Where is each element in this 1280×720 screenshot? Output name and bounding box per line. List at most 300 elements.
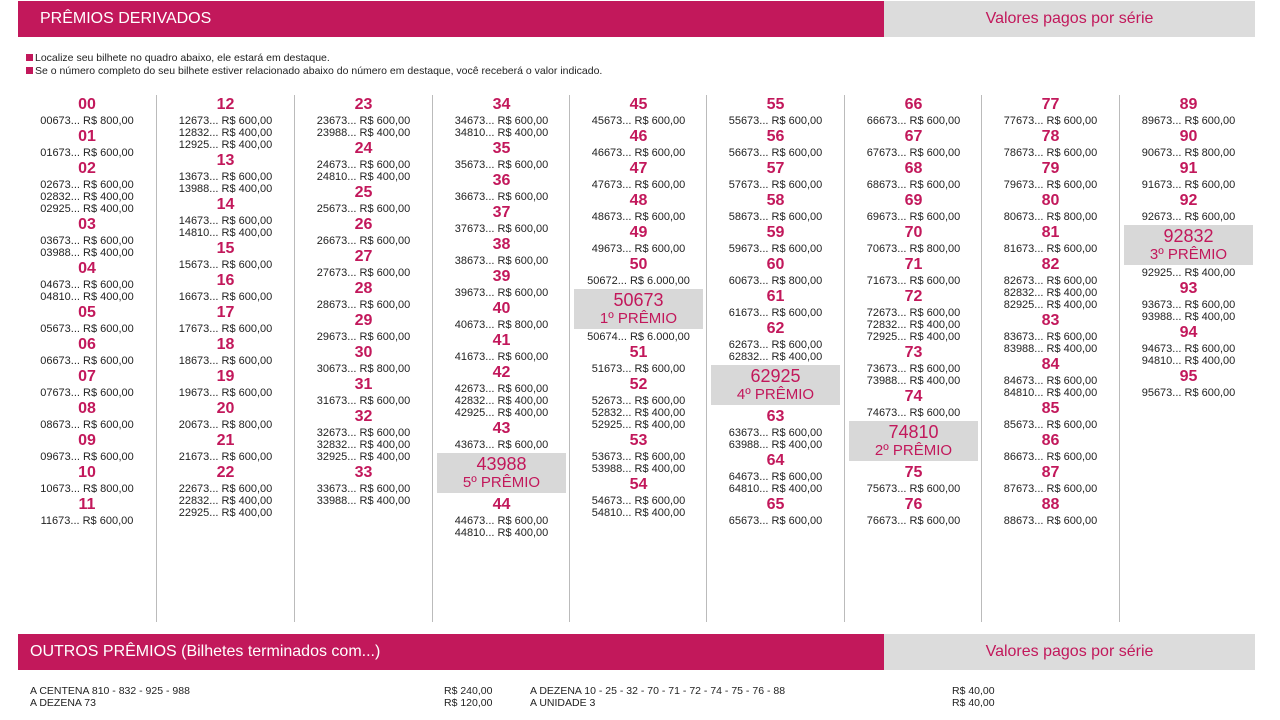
ticket-prize-line: 34673... R$ 600,00 <box>454 115 549 127</box>
ticket-prize-line: 15673... R$ 600,00 <box>178 259 273 271</box>
prize-group <box>157 367 294 399</box>
ticket-prize-line: 42832... R$ 400,00 <box>454 395 549 407</box>
dezena-heading: 68 <box>904 160 923 177</box>
prize-group <box>1120 367 1257 399</box>
prize-group <box>1120 225 1257 265</box>
ticket-prize-line: 54673... R$ 600,00 <box>591 495 686 507</box>
ticket-prize-line: 31673... R$ 600,00 <box>316 395 411 407</box>
prize-group <box>295 343 432 375</box>
ticket-prize-line: 57673... R$ 600,00 <box>728 179 823 191</box>
ticket-prize-line: 85673... R$ 600,00 <box>1003 419 1098 431</box>
prize-column <box>294 95 432 622</box>
dezena-heading: 43 <box>492 420 511 437</box>
ticket-prize-line: 14673... R$ 600,00 <box>178 215 273 227</box>
ticket-prize-line: 59673... R$ 600,00 <box>728 243 823 255</box>
dezena-heading: 37 <box>492 204 511 221</box>
prize-group <box>157 151 294 195</box>
prize-group <box>845 159 982 191</box>
dezena-heading: 26 <box>354 216 373 233</box>
prize-group <box>295 279 432 311</box>
prize-group <box>18 127 156 159</box>
prize-group <box>433 299 570 331</box>
prize-group <box>982 399 1119 431</box>
ticket-prize-line: 32673... R$ 600,00 <box>316 427 411 439</box>
winning-number: 62925 <box>750 366 801 386</box>
prize-group <box>707 451 844 495</box>
dezena-heading: 87 <box>1041 464 1060 481</box>
prize-group <box>433 267 570 299</box>
ticket-prize-line: 16673... R$ 600,00 <box>178 291 273 303</box>
prize-group <box>157 399 294 431</box>
prize-group <box>845 463 982 495</box>
prize-group <box>570 95 707 127</box>
dezena-heading: 32 <box>354 408 373 425</box>
highlighted-winner <box>437 453 566 493</box>
dezena-heading: 74 <box>904 388 923 405</box>
ticket-prize-line: 50674... R$ 6.000,00 <box>587 331 690 343</box>
ticket-prize-line: 35673... R$ 600,00 <box>454 159 549 171</box>
instruction-line-1: Localize seu bilhete no quadro abaixo, ele estará em destaque. <box>26 52 602 65</box>
prize-group <box>570 159 707 191</box>
dezena-heading: 88 <box>1041 496 1060 513</box>
ticket-prize-line: 02925... R$ 400,00 <box>40 203 134 215</box>
prize-group <box>433 139 570 171</box>
dezena-heading: 77 <box>1041 96 1060 113</box>
prize-rank: 2º PRÊMIO <box>874 442 953 459</box>
dezena-heading: 49 <box>629 224 648 241</box>
ticket-prize-line: 55673... R$ 600,00 <box>728 115 823 127</box>
dezena-heading: 59 <box>766 224 785 241</box>
derived-prizes-header <box>18 1 1255 37</box>
prize-group <box>1120 191 1257 223</box>
ticket-prize-line: 82925... R$ 400,00 <box>1003 299 1098 311</box>
prize-group <box>18 335 156 367</box>
ticket-prize-line: 22925... R$ 400,00 <box>178 507 273 519</box>
ticket-prize-line: 44673... R$ 600,00 <box>454 515 549 527</box>
prize-group <box>157 95 294 151</box>
ticket-prize-line: 12673... R$ 600,00 <box>178 115 273 127</box>
ticket-prize-line: 14810... R$ 400,00 <box>178 227 273 239</box>
ticket-prize-line: 02832... R$ 400,00 <box>40 191 134 203</box>
prize-group <box>845 95 982 127</box>
other-prizes-right-labels <box>530 686 785 709</box>
ticket-prize-line: 03673... R$ 600,00 <box>40 235 134 247</box>
ticket-prize-line: 83673... R$ 600,00 <box>1003 331 1098 343</box>
prize-group <box>295 95 432 139</box>
other-prizes-left-labels <box>30 686 190 709</box>
dezena-heading: 34 <box>492 96 511 113</box>
dezena-heading: 54 <box>629 476 648 493</box>
dezena-heading: 84 <box>1041 356 1060 373</box>
ticket-prize-line: 46673... R$ 600,00 <box>591 147 686 159</box>
prize-column <box>706 95 844 622</box>
prize-group <box>845 255 982 287</box>
prize-column <box>18 95 156 622</box>
ticket-prize-line: 52673... R$ 600,00 <box>591 395 686 407</box>
ticket-prize-line: 10673... R$ 800,00 <box>40 483 134 495</box>
dezena-heading: 21 <box>216 432 235 449</box>
prize-grid <box>18 95 1258 622</box>
prize-group <box>157 271 294 303</box>
ticket-prize-line: 92673... R$ 600,00 <box>1141 211 1236 223</box>
dezena-heading: 82 <box>1041 256 1060 273</box>
prize-group <box>707 407 844 451</box>
prize-group <box>707 255 844 287</box>
prize-group <box>570 127 707 159</box>
ticket-prize-line: 32925... R$ 400,00 <box>316 451 411 463</box>
ticket-prize-line: 39673... R$ 600,00 <box>454 287 549 299</box>
dezena-heading: 12 <box>216 96 235 113</box>
dezena-heading: 65 <box>766 496 785 513</box>
ticket-prize-line: 52832... R$ 400,00 <box>591 407 686 419</box>
prize-group <box>433 331 570 363</box>
dezena-heading: 92 <box>1179 192 1198 209</box>
prize-group <box>157 195 294 239</box>
prize-group <box>433 419 570 451</box>
other-prize-value: R$ 40,00 <box>952 696 995 709</box>
dezena-heading: 15 <box>216 240 235 257</box>
highlighted-winner <box>574 289 703 329</box>
prize-group <box>707 319 844 363</box>
ticket-prize-line: 70673... R$ 800,00 <box>866 243 961 255</box>
prize-group <box>157 239 294 271</box>
ticket-prize-line: 64810... R$ 400,00 <box>728 483 823 495</box>
prize-group <box>18 159 156 215</box>
prize-group <box>433 95 570 139</box>
ticket-prize-line: 23988... R$ 400,00 <box>316 127 411 139</box>
ticket-prize-line: 13673... R$ 600,00 <box>178 171 273 183</box>
prize-group <box>707 495 844 527</box>
other-prizes-title: OUTROS PRÊMIOS (Bilhetes terminados com...) <box>18 634 884 670</box>
ticket-prize-line: 92925... R$ 400,00 <box>1141 267 1236 279</box>
ticket-prize-line: 82673... R$ 600,00 <box>1003 275 1098 287</box>
winning-number: 43988 <box>476 454 527 474</box>
ticket-prize-line: 54810... R$ 400,00 <box>591 507 686 519</box>
prize-group <box>1120 95 1257 127</box>
dezena-heading: 05 <box>78 304 96 321</box>
prize-group <box>845 191 982 223</box>
dezena-heading: 63 <box>766 408 785 425</box>
dezena-heading: 76 <box>904 496 923 513</box>
prize-group <box>707 95 844 127</box>
ticket-prize-line: 73988... R$ 400,00 <box>866 375 961 387</box>
ticket-prize-line: 08673... R$ 600,00 <box>40 419 134 431</box>
ticket-prize-line: 63673... R$ 600,00 <box>728 427 823 439</box>
ticket-prize-line: 72673... R$ 600,00 <box>866 307 961 319</box>
prize-column <box>432 95 570 622</box>
instructions <box>26 52 602 78</box>
prize-group <box>295 463 432 507</box>
dezena-heading: 27 <box>354 248 373 265</box>
ticket-prize-line: 28673... R$ 600,00 <box>316 299 411 311</box>
ticket-prize-line: 30673... R$ 800,00 <box>316 363 411 375</box>
ticket-prize-line: 40673... R$ 800,00 <box>454 319 549 331</box>
prize-group <box>982 223 1119 255</box>
dezena-heading: 69 <box>904 192 923 209</box>
ticket-prize-line: 76673... R$ 600,00 <box>866 515 961 527</box>
prize-group <box>845 421 982 461</box>
dezena-heading: 90 <box>1179 128 1198 145</box>
dezena-heading: 61 <box>766 288 785 305</box>
ticket-prize-line: 27673... R$ 600,00 <box>316 267 411 279</box>
dezena-heading: 46 <box>629 128 648 145</box>
dezena-heading: 35 <box>492 140 511 157</box>
dezena-heading: 09 <box>78 432 96 449</box>
ticket-prize-line: 87673... R$ 600,00 <box>1003 483 1098 495</box>
prize-group <box>18 95 156 127</box>
ticket-prize-line: 32832... R$ 400,00 <box>316 439 411 451</box>
ticket-prize-line: 45673... R$ 600,00 <box>591 115 686 127</box>
other-prize-value: R$ 240,00 <box>444 685 493 697</box>
prize-column <box>1119 95 1257 622</box>
dezena-heading: 30 <box>354 344 373 361</box>
dezena-heading: 47 <box>629 160 648 177</box>
ticket-prize-line: 94673... R$ 600,00 <box>1141 343 1236 355</box>
ticket-prize-line: 24673... R$ 600,00 <box>316 159 411 171</box>
ticket-prize-line: 11673... R$ 600,00 <box>40 515 134 527</box>
prize-group <box>707 365 844 405</box>
ticket-prize-line: 79673... R$ 600,00 <box>1003 179 1098 191</box>
dezena-heading: 17 <box>216 304 235 321</box>
dezena-heading: 81 <box>1041 224 1060 241</box>
ticket-prize-line: 36673... R$ 600,00 <box>454 191 549 203</box>
dezena-heading: 80 <box>1041 192 1060 209</box>
other-prize-label: A DEZENA 73 <box>30 696 96 709</box>
prize-rank: 4º PRÊMIO <box>736 386 815 403</box>
dezena-heading: 08 <box>78 400 96 417</box>
ticket-prize-line: 95673... R$ 600,00 <box>1141 387 1236 399</box>
prize-group <box>845 223 982 255</box>
dezena-heading: 33 <box>354 464 373 481</box>
prize-group <box>1120 159 1257 191</box>
square-bullet-icon <box>26 67 33 74</box>
dezena-heading: 67 <box>904 128 923 145</box>
ticket-prize-line: 00673... R$ 800,00 <box>40 115 134 127</box>
ticket-prize-line: 56673... R$ 600,00 <box>728 147 823 159</box>
dezena-heading: 42 <box>492 364 511 381</box>
ticket-prize-line: 75673... R$ 600,00 <box>866 483 961 495</box>
ticket-prize-line: 24810... R$ 400,00 <box>316 171 411 183</box>
prize-group <box>157 335 294 367</box>
dezena-heading: 53 <box>629 432 648 449</box>
ticket-prize-line: 20673... R$ 800,00 <box>178 419 273 431</box>
ticket-prize-line: 84810... R$ 400,00 <box>1003 387 1098 399</box>
dezena-heading: 25 <box>354 184 373 201</box>
ticket-prize-line: 03988... R$ 400,00 <box>40 247 134 259</box>
ticket-prize-line: 93673... R$ 600,00 <box>1141 299 1236 311</box>
ticket-prize-line: 78673... R$ 600,00 <box>1003 147 1098 159</box>
ticket-prize-line: 09673... R$ 600,00 <box>40 451 134 463</box>
dezena-heading: 39 <box>492 268 511 285</box>
prize-group <box>157 463 294 519</box>
other-prize-value: R$ 40,00 <box>952 685 995 697</box>
dezena-heading: 45 <box>629 96 648 113</box>
dezena-heading: 57 <box>766 160 785 177</box>
dezena-heading: 75 <box>904 464 923 481</box>
prize-group <box>433 235 570 267</box>
ticket-prize-line: 33988... R$ 400,00 <box>316 495 411 507</box>
prize-group <box>982 495 1119 527</box>
prize-group <box>18 495 156 527</box>
dezena-heading: 86 <box>1041 432 1060 449</box>
dezena-heading: 36 <box>492 172 511 189</box>
prize-group <box>295 247 432 279</box>
prize-group <box>570 375 707 431</box>
prize-group <box>982 127 1119 159</box>
prize-group <box>707 127 844 159</box>
ticket-prize-line: 22832... R$ 400,00 <box>178 495 273 507</box>
dezena-heading: 03 <box>78 216 96 233</box>
prize-column <box>981 95 1119 622</box>
dezena-heading: 94 <box>1179 324 1198 341</box>
prize-group <box>570 431 707 475</box>
prize-column <box>156 95 294 622</box>
ticket-prize-line: 80673... R$ 800,00 <box>1003 211 1098 223</box>
highlighted-winner <box>1124 225 1253 265</box>
ticket-prize-line: 72925... R$ 400,00 <box>866 331 961 343</box>
ticket-prize-line: 82832... R$ 400,00 <box>1003 287 1098 299</box>
prize-group <box>18 259 156 303</box>
winning-number: 50673 <box>613 290 664 310</box>
instruction-line-2: Se o número completo do seu bilhete estiver relacionado abaixo do número em destaque, você receberá o valor indicado. <box>26 65 602 78</box>
ticket-prize-line: 43673... R$ 600,00 <box>454 439 549 451</box>
prize-group <box>845 127 982 159</box>
ticket-prize-line: 25673... R$ 600,00 <box>316 203 411 215</box>
dezena-heading: 79 <box>1041 160 1060 177</box>
dezena-heading: 13 <box>216 152 235 169</box>
dezena-heading: 14 <box>216 196 235 213</box>
ticket-prize-line: 81673... R$ 600,00 <box>1003 243 1098 255</box>
ticket-prize-line: 90673... R$ 800,00 <box>1141 147 1236 159</box>
ticket-prize-line: 06673... R$ 600,00 <box>40 355 134 367</box>
dezena-heading: 22 <box>216 464 235 481</box>
ticket-prize-line: 84673... R$ 600,00 <box>1003 375 1098 387</box>
dezena-heading: 52 <box>629 376 648 393</box>
ticket-prize-line: 62673... R$ 600,00 <box>728 339 823 351</box>
prize-group <box>570 475 707 519</box>
dezena-heading: 04 <box>78 260 96 277</box>
ticket-prize-line: 21673... R$ 600,00 <box>178 451 273 463</box>
prize-group <box>433 171 570 203</box>
ticket-prize-line: 64673... R$ 600,00 <box>728 471 823 483</box>
highlighted-winner <box>849 421 978 461</box>
ticket-prize-line: 04810... R$ 400,00 <box>40 291 134 303</box>
ticket-prize-line: 88673... R$ 600,00 <box>1003 515 1098 527</box>
prize-group <box>295 407 432 463</box>
ticket-prize-line: 42925... R$ 400,00 <box>454 407 549 419</box>
winning-number: 92832 <box>1163 226 1214 246</box>
ticket-prize-line: 72832... R$ 400,00 <box>866 319 961 331</box>
dezena-heading: 01 <box>78 128 96 145</box>
dezena-heading: 40 <box>492 300 511 317</box>
ticket-prize-line: 04673... R$ 600,00 <box>40 279 134 291</box>
other-values-per-series-label: Valores pagos por série <box>884 634 1255 670</box>
prize-group <box>570 289 707 329</box>
prize-group <box>845 287 982 343</box>
ticket-prize-line: 02673... R$ 600,00 <box>40 179 134 191</box>
ticket-prize-line: 60673... R$ 800,00 <box>728 275 823 287</box>
ticket-prize-line: 13988... R$ 400,00 <box>178 183 273 195</box>
prize-group <box>157 431 294 463</box>
dezena-heading: 89 <box>1179 96 1198 113</box>
prize-rank: 3º PRÊMIO <box>1149 246 1228 263</box>
dezena-heading: 60 <box>766 256 785 273</box>
prize-group <box>982 95 1119 127</box>
prize-group <box>295 311 432 343</box>
ticket-prize-line: 94810... R$ 400,00 <box>1141 355 1236 367</box>
prize-group <box>18 367 156 399</box>
values-per-series-label: Valores pagos por série <box>884 1 1255 37</box>
prize-group <box>570 343 707 375</box>
dezena-heading: 64 <box>766 452 785 469</box>
dezena-heading: 24 <box>354 140 373 157</box>
ticket-prize-line: 66673... R$ 600,00 <box>866 115 961 127</box>
prize-rank: 5º PRÊMIO <box>462 474 541 491</box>
dezena-heading: 58 <box>766 192 785 209</box>
ticket-prize-line: 49673... R$ 600,00 <box>591 243 686 255</box>
ticket-prize-line: 33673... R$ 600,00 <box>316 483 411 495</box>
prize-group <box>982 431 1119 463</box>
ticket-prize-line: 37673... R$ 600,00 <box>454 223 549 235</box>
dezena-heading: 29 <box>354 312 373 329</box>
ticket-prize-line: 05673... R$ 600,00 <box>40 323 134 335</box>
prize-group <box>18 303 156 335</box>
ticket-prize-line: 89673... R$ 600,00 <box>1141 115 1236 127</box>
winning-number: 74810 <box>888 422 939 442</box>
dezena-heading: 73 <box>904 344 923 361</box>
dezena-heading: 06 <box>78 336 96 353</box>
dezena-heading: 95 <box>1179 368 1198 385</box>
dezena-heading: 20 <box>216 400 235 417</box>
dezena-heading: 44 <box>492 496 511 513</box>
prize-group <box>433 203 570 235</box>
prize-group <box>295 139 432 183</box>
ticket-prize-line: 34810... R$ 400,00 <box>454 127 549 139</box>
prize-group <box>1120 279 1257 323</box>
prize-group <box>157 303 294 335</box>
ticket-prize-line: 83988... R$ 400,00 <box>1003 343 1098 355</box>
ticket-prize-line: 18673... R$ 600,00 <box>178 355 273 367</box>
ticket-prize-line: 48673... R$ 600,00 <box>591 211 686 223</box>
prize-rank: 1º PRÊMIO <box>599 310 678 327</box>
dezena-heading: 55 <box>766 96 785 113</box>
prize-group <box>295 183 432 215</box>
dezena-heading: 28 <box>354 280 373 297</box>
prize-group <box>845 343 982 387</box>
ticket-prize-line: 44810... R$ 400,00 <box>454 527 549 539</box>
ticket-prize-line: 07673... R$ 600,00 <box>40 387 134 399</box>
dezena-heading: 23 <box>354 96 373 113</box>
other-prizes-header <box>18 634 1255 670</box>
dezena-heading: 72 <box>904 288 923 305</box>
other-prize-label: A UNIDADE 3 <box>530 696 596 709</box>
dezena-heading: 19 <box>216 368 235 385</box>
dezena-heading: 31 <box>354 376 373 393</box>
square-bullet-icon <box>26 54 33 61</box>
prize-group <box>1120 127 1257 159</box>
dezena-heading: 10 <box>78 464 96 481</box>
ticket-prize-line: 67673... R$ 600,00 <box>866 147 961 159</box>
ticket-prize-line: 12832... R$ 400,00 <box>178 127 273 139</box>
dezena-heading: 50 <box>629 256 648 273</box>
ticket-prize-line: 38673... R$ 600,00 <box>454 255 549 267</box>
prize-group <box>18 431 156 463</box>
dezena-heading: 71 <box>904 256 923 273</box>
prize-group <box>845 387 982 419</box>
other-prize-value: R$ 120,00 <box>444 696 493 709</box>
prize-column <box>569 95 707 622</box>
prize-group <box>707 159 844 191</box>
